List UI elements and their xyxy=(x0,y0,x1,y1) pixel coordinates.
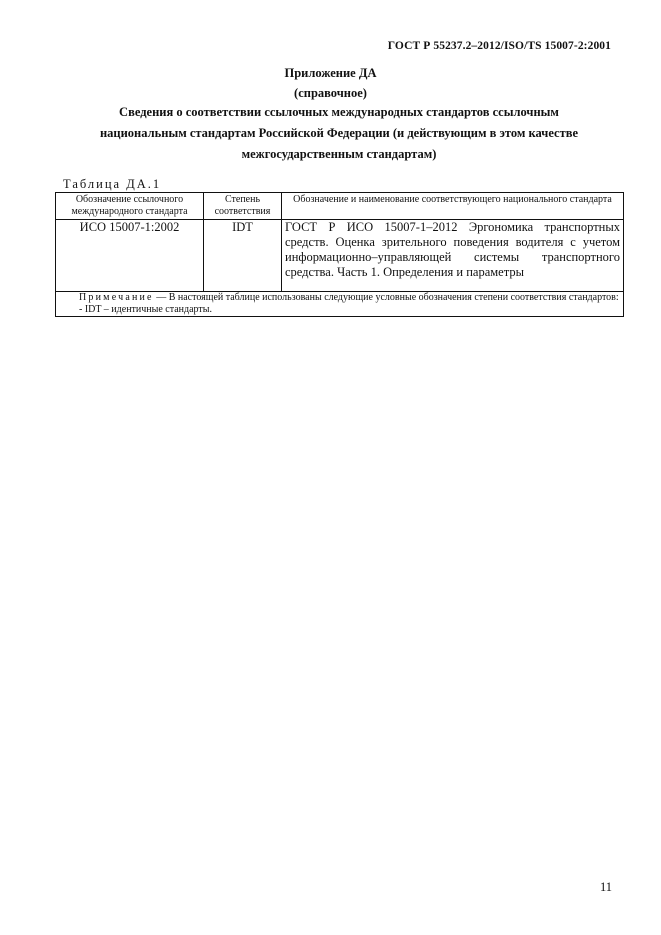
appendix-title: Приложение ДА xyxy=(284,66,377,80)
table-header-row xyxy=(56,193,624,220)
cell-international-standard: ИСО 15007-1:2002 xyxy=(56,220,204,292)
correspondence-table xyxy=(55,192,624,317)
appendix-heading-line-3: межгосударственным стандартам) xyxy=(241,147,437,161)
cell-national-standard: ГОСТ Р ИСО 15007-1–2012 Эргономика транспортных средств. Оценка зрительного поведения водителя с учетом информационно–управляющей системы транспортного средства. Часть 1. Определения и параметры xyxy=(282,220,624,292)
table-caption: Таблица ДА.1 xyxy=(63,177,162,191)
cell-degree: IDT xyxy=(204,220,282,292)
note-item: - IDT – идентичные стандарты. xyxy=(79,304,213,315)
table-note-row xyxy=(56,292,624,317)
appendix-heading-line-1: Сведения о соответствии ссылочных международных стандартов ссылочным xyxy=(119,105,559,119)
appendix-heading xyxy=(56,102,622,165)
note-text-block xyxy=(59,292,620,304)
table-note xyxy=(56,292,624,317)
column-header-degree: Степень соответствия xyxy=(204,193,282,220)
note-text: — В настоящей таблице использованы следующие условные обозначения степени соответствия стандартов: xyxy=(153,292,619,303)
page-number: 11 xyxy=(599,880,612,894)
column-header-national: Обозначение и наименование соответствующего национального стандарта xyxy=(282,193,624,220)
appendix-status: (справочное) xyxy=(294,86,367,100)
column-header-international: Обозначение ссылочного международного стандарта xyxy=(56,193,204,220)
standard-code-header: ГОСТ Р 55237.2–2012/ISO/TS 15007-2:2001 xyxy=(387,40,611,52)
appendix-heading-line-2: национальным стандартам Российской Федерации (и действующим в этом качестве xyxy=(99,126,579,140)
table-row xyxy=(56,220,624,292)
note-label: Примечание xyxy=(79,292,154,303)
